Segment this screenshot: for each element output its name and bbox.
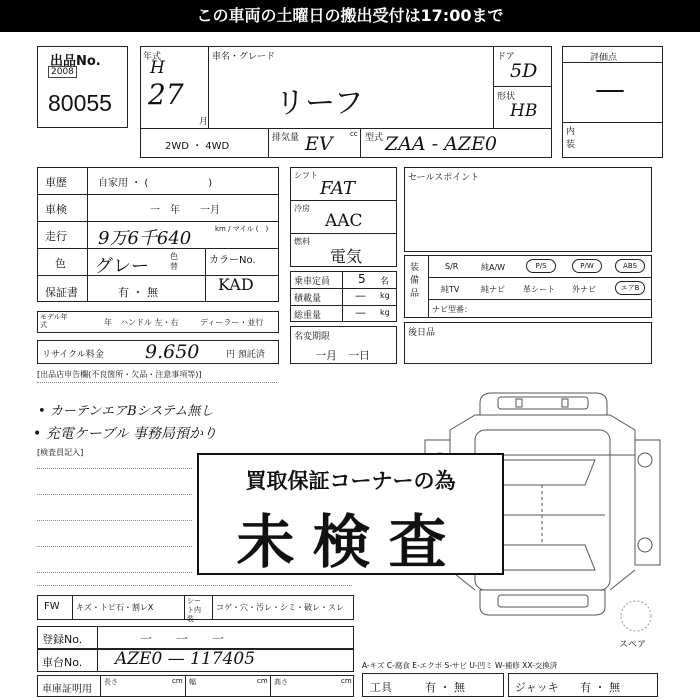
- defect-fw-label: FW: [44, 601, 60, 612]
- tools-value: 有 ・ 無: [425, 681, 465, 694]
- spare-label: スペア: [619, 640, 647, 650]
- equipment-power-steering: P/S: [526, 259, 556, 273]
- name-change-label: 名変期限: [294, 332, 331, 342]
- equipment-genuine-tv: 純TV: [441, 285, 460, 294]
- seat-defect-items: コゲ・穴・汚レ・シミ・破レ・スレ: [216, 603, 344, 612]
- chassis-label: 車台No.: [42, 656, 83, 669]
- equipment-leather-seats: 革シート: [523, 285, 555, 294]
- saturday-pickup-banner: この車両の土曜日の搬出受付は17:00まで: [0, 0, 700, 32]
- history-value: 自家用 ・ ( ): [98, 178, 213, 189]
- later-notes-label: 後日品: [408, 328, 436, 338]
- displacement-label: 排気量: [272, 133, 300, 143]
- capacity-label: 乗車定員: [294, 277, 331, 287]
- inspection-label: 車検: [45, 203, 67, 216]
- handle-side: ハンドル 左・右: [120, 318, 179, 327]
- height-unit: cm: [341, 677, 352, 685]
- recycle-label: リサイクル料金: [42, 350, 104, 360]
- dealer-import: ディーラー・並行: [200, 318, 264, 327]
- displacement-unit: cc: [350, 130, 358, 138]
- load-value: —: [355, 289, 366, 302]
- shape-value: HB: [510, 101, 538, 121]
- aircon-label: 冷房: [294, 204, 310, 213]
- drive-type: 2WD ・ 4WD: [165, 141, 230, 152]
- warranty-label: 保証書: [45, 286, 78, 299]
- equipment-aftermarket-navi: 外ナビ: [572, 285, 596, 294]
- stamp-title: 買取保証コーナーの為: [245, 469, 456, 493]
- navi-model-label: ナビ型番：: [432, 305, 472, 314]
- later-notes-box: [404, 322, 652, 364]
- year-label: 年式: [143, 52, 162, 62]
- warranty-value: 有 ・ 無: [118, 286, 158, 299]
- equipment-genuine-navi: 純ナビ: [481, 285, 505, 294]
- handwritten-note-1: • カーテンエアBシステム無し: [38, 404, 214, 419]
- aircon-value: AAC: [325, 211, 363, 231]
- rating-value: —: [595, 72, 625, 107]
- height-label: 高さ: [274, 678, 288, 686]
- load-unit: kg: [380, 291, 390, 300]
- inspection-value: 一 年 一月: [150, 205, 220, 216]
- exhibit-year-code: 2008: [48, 66, 77, 78]
- displacement-value: EV: [305, 133, 333, 155]
- year-month-unit: 月: [199, 117, 209, 127]
- not-inspected-stamp: [197, 453, 504, 575]
- car-name-label: 車名・グレード: [212, 52, 276, 62]
- garage-cert-label: 車庫証明用: [42, 684, 92, 695]
- mileage-unit: km / マイル ( ): [215, 225, 269, 233]
- chassis-value: AZE0 — 117405: [115, 649, 256, 669]
- shift-value: FAT: [320, 178, 355, 199]
- shift-label: シフト: [294, 171, 318, 180]
- year-era: H: [150, 58, 165, 78]
- equipment-power-windows: P/W: [572, 259, 602, 273]
- stamp-main-text: 未検査: [236, 508, 465, 576]
- doors-label: ドア: [497, 52, 515, 62]
- model-year-label: モデル年式: [40, 313, 68, 329]
- seat-label: シート内装: [187, 597, 201, 623]
- equipment-airbag: エアB: [615, 281, 645, 295]
- length-label: 長さ: [104, 678, 118, 686]
- capacity-value: 5: [358, 272, 366, 286]
- damage-legend: A-キズ C-腐食 E-エクボ S-サビ U-凹ミ W-補修 XX-交換済: [362, 661, 558, 670]
- gross-weight-label: 総重量: [294, 311, 322, 321]
- color-number-label: カラーNo.: [209, 255, 256, 266]
- registration-value: 一 一 一: [140, 632, 225, 646]
- load-label: 積載量: [294, 294, 322, 304]
- capacity-unit: 名: [380, 277, 390, 287]
- mileage-label: 走行: [45, 230, 67, 243]
- doors-value: 5D: [510, 60, 538, 82]
- defect-items: キズ・トビ石・割レX: [76, 603, 154, 612]
- inspector-notes-label: [検査員記入]: [37, 448, 84, 457]
- equipment-abs: ABS: [615, 259, 645, 273]
- spare-tire-icon: [618, 598, 654, 634]
- name-change-value: 一月 一日: [315, 349, 370, 362]
- model-year-unit: 年: [104, 318, 112, 327]
- gross-weight-value: —: [355, 306, 366, 319]
- equipment-label: 装備品: [410, 263, 420, 299]
- equipment-alloy-wheels: 純A/W: [481, 263, 506, 272]
- width-label: 幅: [189, 678, 196, 686]
- interior-label: 内装: [566, 127, 576, 150]
- color-number-value: KAD: [218, 275, 254, 294]
- registration-label: 登録No.: [42, 633, 83, 646]
- rating-label: 評価点: [590, 53, 618, 63]
- car-name-value: リーフ: [275, 86, 364, 121]
- year-value: 27: [148, 78, 184, 111]
- equipment-sunroof: S/R: [445, 262, 459, 271]
- exhibit-number: 80055: [48, 90, 112, 116]
- fuel-value: 電気: [330, 247, 363, 266]
- width-unit: cm: [257, 677, 268, 685]
- color-label: 色: [55, 257, 66, 270]
- model-type-value: ZAA - AZE0: [385, 133, 498, 155]
- exhibit-label: 出品No.: [50, 54, 101, 69]
- length-unit: cm: [172, 677, 183, 685]
- exhibitor-notes-label: [出品店申告欄(不良箇所・欠品・注意事項等)]: [37, 370, 202, 379]
- shape-label: 形状: [497, 92, 516, 102]
- fuel-label: 燃料: [294, 237, 310, 246]
- recycle-value: 9.650: [145, 341, 200, 363]
- jack-value: 有 ・ 無: [580, 681, 620, 694]
- history-label: 車歴: [45, 176, 67, 189]
- tools-label: 工具: [370, 681, 392, 694]
- gross-weight-unit: kg: [380, 308, 390, 317]
- sales-point-label: セールスポイント: [408, 173, 480, 183]
- color-change-label: 色替: [170, 252, 178, 271]
- jack-label: ジャッキ: [515, 681, 559, 694]
- color-value: グレー: [95, 256, 149, 277]
- recycle-unit: 円 預託済: [226, 350, 265, 360]
- mileage-value: 9万6千640: [98, 228, 192, 249]
- model-type-label: 型式: [365, 133, 384, 143]
- handwritten-note-2: • 充電ケーブル 事務局預かり: [33, 426, 217, 442]
